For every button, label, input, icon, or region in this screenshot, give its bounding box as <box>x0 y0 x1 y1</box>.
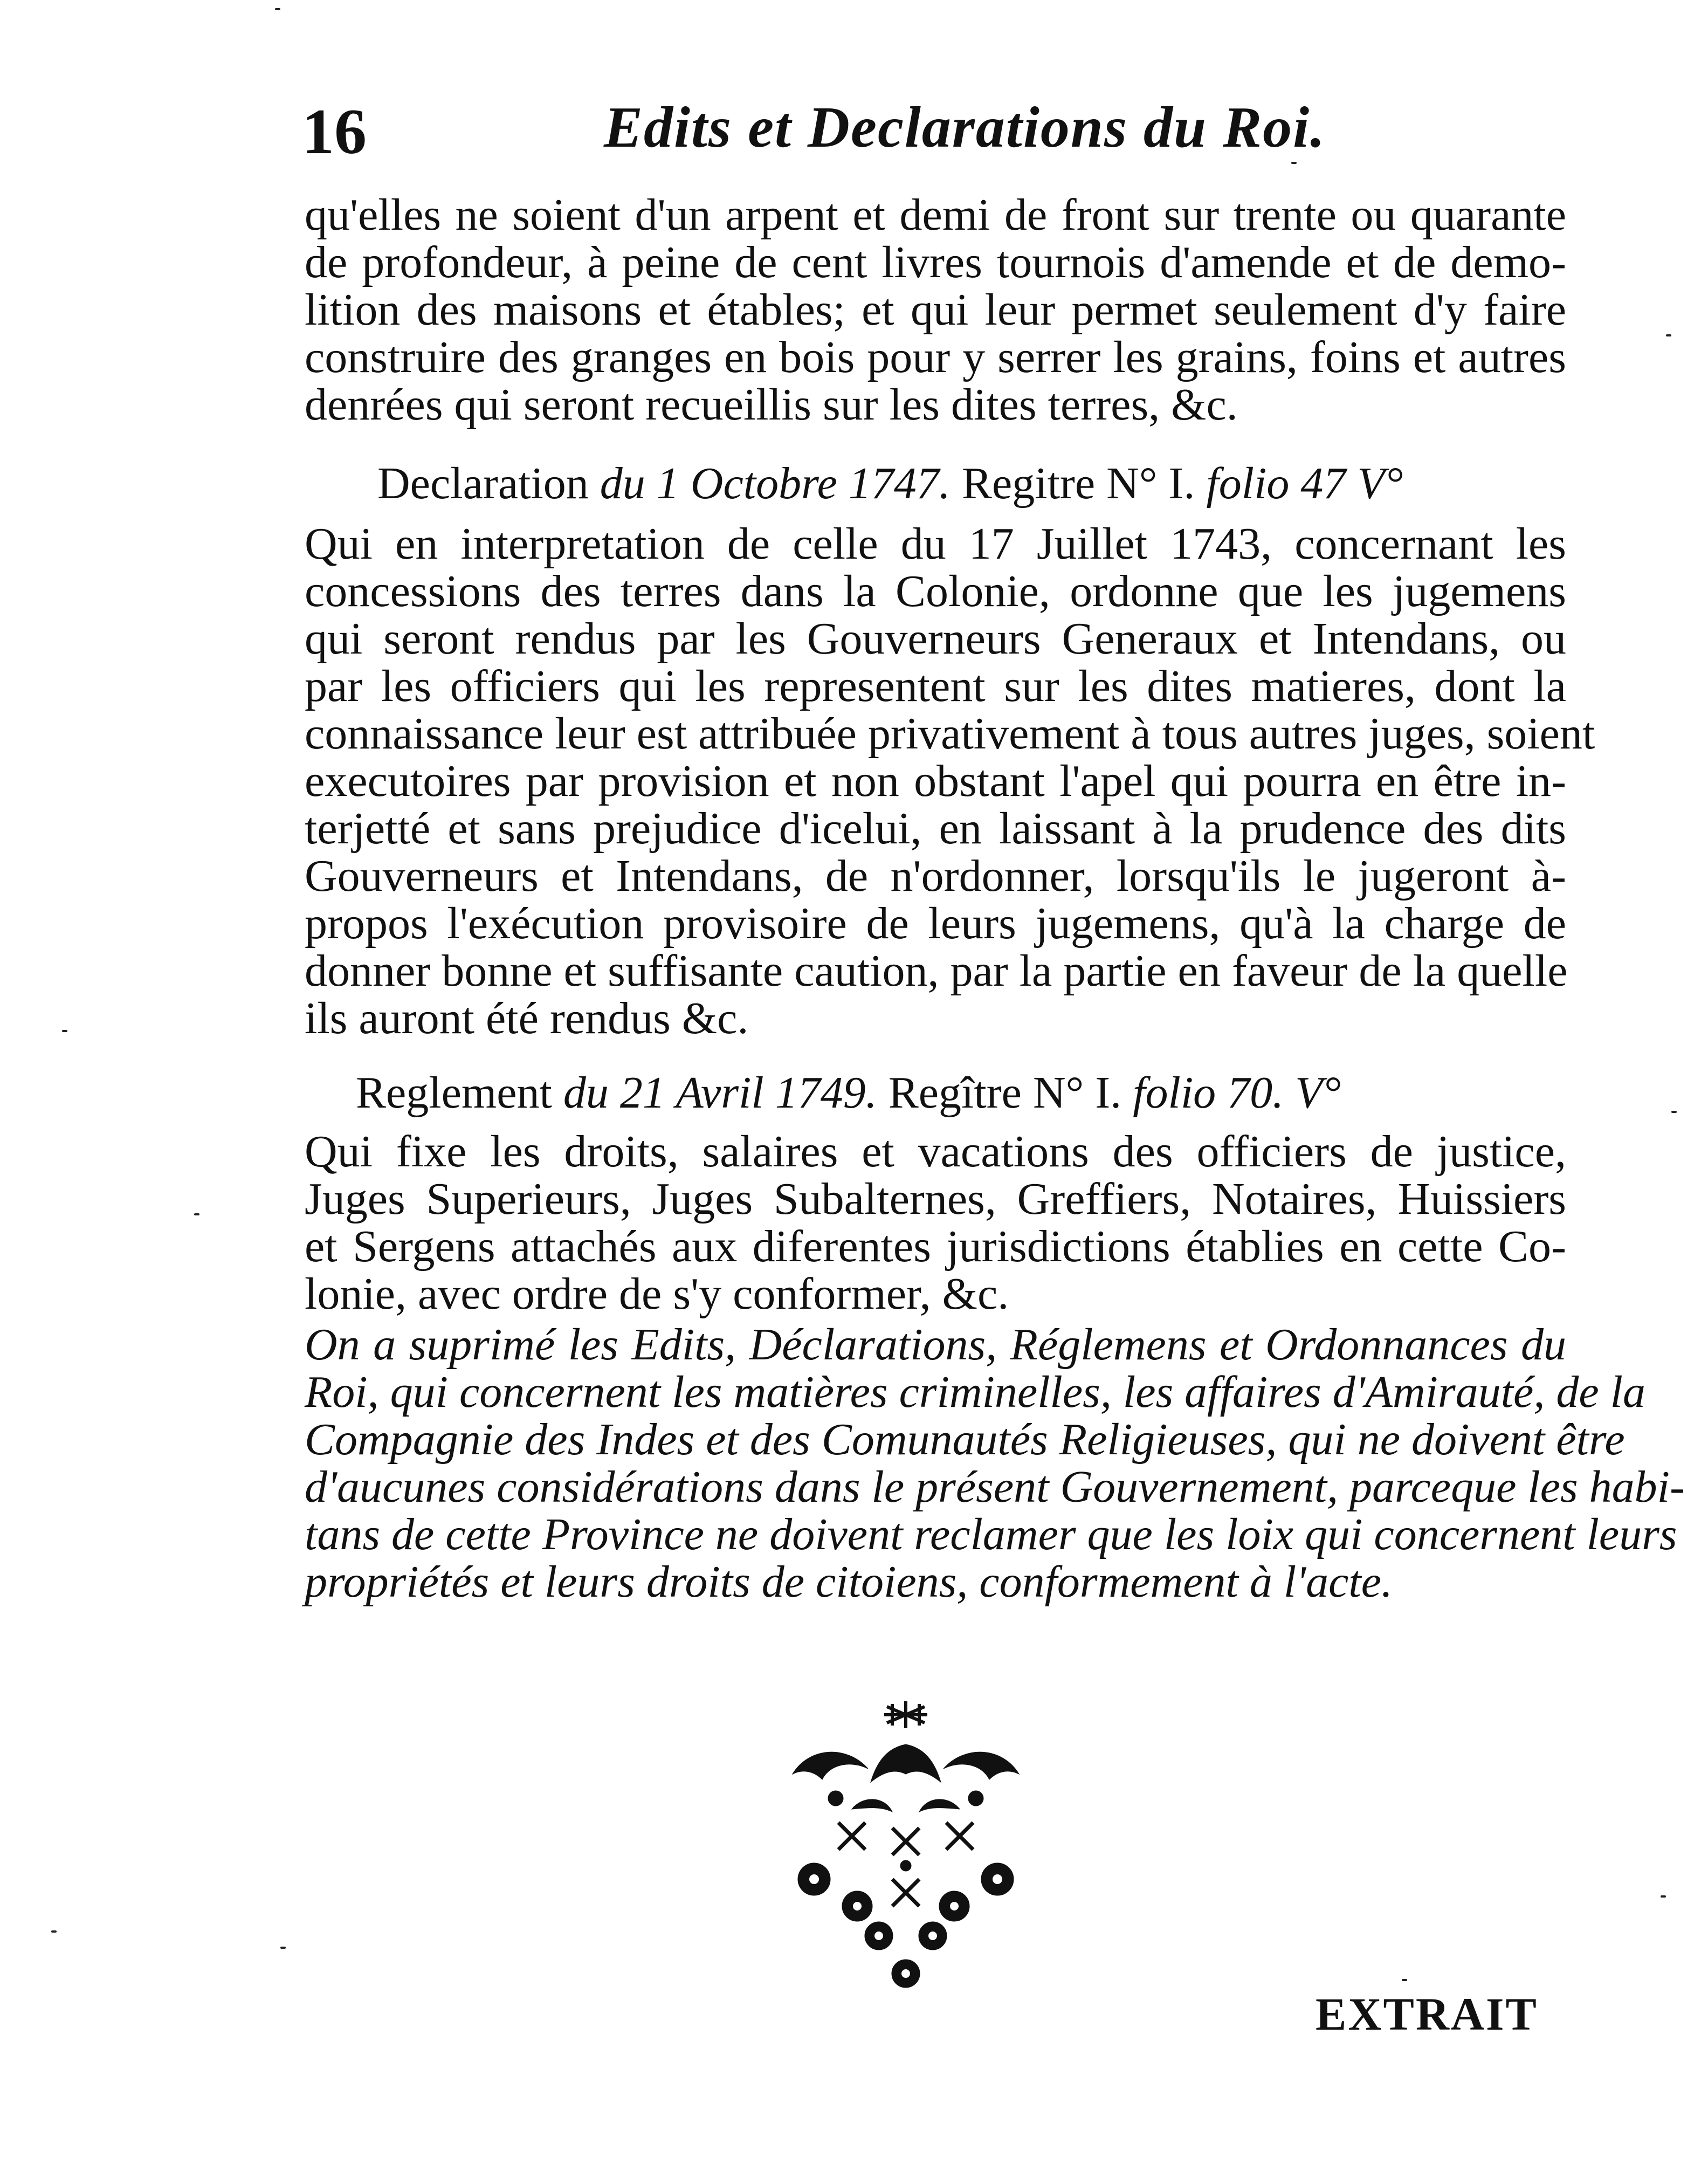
text-line: On a suprimé les Edits, Déclarations, Réglemens et Ordonnances du <box>305 1319 1566 1370</box>
text-line: denrées qui seront recueillis sur les dites terres, &c. <box>305 380 1238 430</box>
reglement-heading <box>356 1069 1341 1117</box>
ink-speck <box>1671 1111 1677 1113</box>
page-header <box>302 94 1326 175</box>
text-line: executoires par provision et non obstant l'apel qui pourra en être in- <box>305 756 1566 806</box>
text-line: construire des granges en bois pour y serrer les grains, foins et autres <box>305 332 1566 382</box>
heading-title: Reglement <box>356 1068 552 1118</box>
declaration-paragraph <box>305 519 1595 1043</box>
editorial-note <box>305 1319 1685 1607</box>
text-line: connaissance leur est attribuée privativement à tous autres juges, soient <box>305 709 1595 759</box>
text-line: Qui fixe les droits, salaires et vacations des officiers de justice, <box>305 1126 1566 1177</box>
reglement-paragraph <box>305 1128 1566 1318</box>
text-line: Qui en interpretation de celle du 17 Juillet 1743, concernant les <box>305 519 1566 569</box>
heading-date: du 1 Octobre 1747. <box>600 458 951 508</box>
declaration-heading <box>377 459 1403 508</box>
text-line: et Sergens attachés aux diferentes jurisdictions établies en cette Co- <box>305 1221 1566 1271</box>
page-number: 16 <box>302 95 367 167</box>
text-line: de profondeur, à peine de cent livres tournois d'amende et de demo- <box>305 237 1566 287</box>
ink-speck <box>194 1213 199 1215</box>
ink-speck <box>1661 1895 1666 1898</box>
heading-register: Regître N° I. <box>888 1068 1122 1118</box>
heading-register: Regitre N° I. <box>961 458 1195 508</box>
heading-folio: folio 47 V° <box>1206 458 1403 508</box>
ink-speck <box>51 1930 57 1933</box>
heading-date: du 21 Avril 1749. <box>563 1068 877 1118</box>
text-line: donner bonne et suffisante caution, par la partie en faveur de la quelle <box>305 946 1568 996</box>
catchword: EXTRAIT <box>1316 1988 1538 2040</box>
ink-speck <box>275 8 280 10</box>
ink-speck <box>280 1947 286 1949</box>
ink-speck <box>62 1030 67 1032</box>
text-line: tans de cette Province ne doivent reclamer que les loix qui concernent leurs <box>305 1509 1677 1559</box>
paragraph-continuation <box>305 191 1566 429</box>
ink-speck <box>1666 334 1671 336</box>
text-line: qu'elles ne soient d'un arpent et demi de front sur trente ou quarante <box>305 190 1566 240</box>
text-line: ils auront été rendus &c. <box>305 993 749 1043</box>
text-line: propos l'exécution provisoire de leurs jugemens, qu'à la charge de <box>305 898 1566 949</box>
heading-title: Declaration <box>377 458 589 508</box>
ink-speck <box>1402 1979 1407 1981</box>
text-line: concessions des terres dans la Colonie, ordonne que les jugemens <box>305 566 1566 616</box>
text-line: terjetté et sans prejudice d'icelui, en laissant à la prudence des dits <box>305 803 1566 854</box>
text-line: d'aucunes considérations dans le présent Gouvernement, parceque les habi- <box>305 1462 1685 1512</box>
text-line: lition des maisons et étables; et qui leur permet seulement d'y faire <box>305 285 1566 335</box>
heading-folio: folio 70. V° <box>1133 1068 1341 1118</box>
text-line: Compagnie des Indes et des Comunautés Religieuses, qui ne doivent être <box>305 1414 1625 1465</box>
text-line: Gouverneurs et Intendans, de n'ordonner, lorsqu'ils le jugeront à- <box>305 851 1566 901</box>
floral-ornament-icon <box>776 1693 1035 1995</box>
text-line: Roi, qui concernent les matières criminelles, les affaires d'Amirauté, de la <box>305 1367 1645 1417</box>
text-line: lonie, avec ordre de s'y conformer, &c. <box>305 1269 1009 1319</box>
running-title: Edits et Declarations du Roi. <box>604 95 1326 160</box>
text-line: propriétés et leurs droits de citoiens, conformement à l'acte. <box>305 1557 1393 1607</box>
text-line: Juges Superieurs, Juges Subalternes, Greffiers, Notaires, Huissiers <box>305 1174 1566 1224</box>
text-line: par les officiers qui les representent sur les dites matieres, dont la <box>305 661 1566 711</box>
text-line: qui seront rendus par les Gouverneurs Generaux et Intendans, ou <box>305 614 1566 664</box>
ink-speck <box>1291 162 1297 164</box>
